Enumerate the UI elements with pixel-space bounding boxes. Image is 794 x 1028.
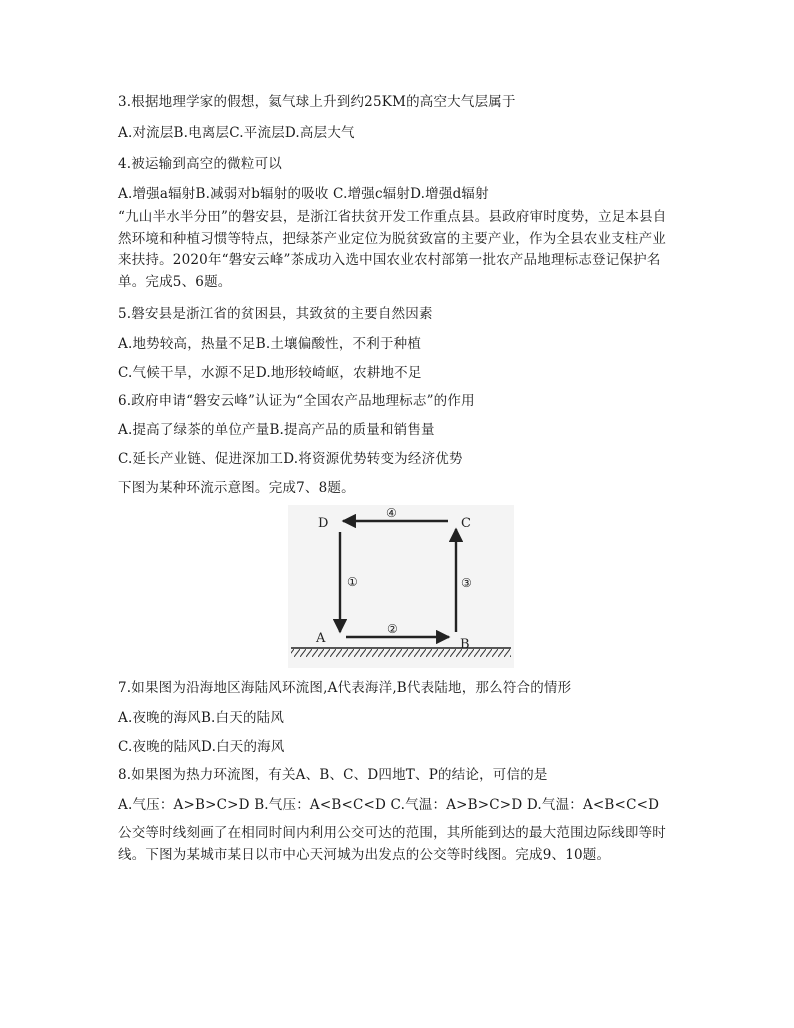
question-6-options-ab: A.提高了绿茶的单位产量B.提高产品的质量和销售量: [118, 422, 435, 438]
question-4-stem: 4.被运输到高空的微粒可以: [118, 156, 282, 172]
question-6-stem: 6.政府申请“磐安云峰”认证为“全国农产品地理标志”的作用: [118, 393, 475, 409]
question-5-options-cd: C.气候干旱，水源不足D.地形较崎岖，农耕地不足: [118, 365, 422, 381]
arrow-label-1: ①: [347, 575, 358, 589]
arrow-label-4: ④: [386, 506, 397, 520]
passage-5-6: “九山半水半分田”的磐安县，是浙江省扶贫开发工作重点县。县政府审时度势，立足本县自然环境和种植习惯等特点，把绿茶产业定位为脱贫致富的主要产业，作为全县农业支柱产业来扶持。2020年“磐安云峰”茶成功入选中国农业农村部第一批农产品地理标志登记保护名单。完成5、6题。: [118, 209, 667, 290]
question-3-options: A.对流层B.电离层C.平流层D.高层大气: [118, 125, 355, 141]
corner-label-c: C: [461, 516, 471, 531]
passage-9-10: 公交等时线刻画了在相同时间内利用公交可达的范围，其所能到达的最大范围边际线即等时线。下图为某城市某日以市中心天河城为出发点的公交等时线图。完成9、10题。: [118, 825, 666, 863]
question-6-options-cd: C.延长产业链、促进深加工D.将资源优势转变为经济优势: [118, 451, 463, 467]
circulation-diagram: [288, 505, 514, 668]
question-7-options-cd: C.夜晚的陆风D.白天的海风: [118, 739, 285, 755]
question-5-options-ab: A.地势较高，热量不足B.土壤偏酸性，不利于种植: [118, 336, 422, 352]
ground-hatching: [291, 649, 511, 657]
figure-intro: 下图为某种环流示意图。完成7、8题。: [118, 480, 355, 496]
question-7-stem: 7.如果图为沿海地区海陆风环流图,A代表海洋,B代表陆地，那么符合的情形: [118, 680, 572, 696]
question-4-options: A.增强a辐射B.减弱对b辐射的吸收 C.增强c辐射D.增强d辐射: [118, 186, 489, 202]
arrow-label-3: ③: [461, 576, 472, 590]
corner-label-a: A: [316, 631, 326, 646]
corner-label-d: D: [318, 516, 329, 531]
question-5-stem: 5.磐安县是浙江省的贫困县，其致贫的主要自然因素: [118, 306, 433, 322]
question-7-options-ab: A.夜晚的海风B.白天的陆风: [118, 710, 285, 726]
arrow-label-2: ②: [387, 622, 398, 636]
question-3-stem: 3.根据地理学家的假想，氦气球上升到约25KM的高空大气层属于: [118, 94, 516, 110]
question-8-options: A.气压：A>B>C>D B.气压：A<B<C<D C.气温：A>B>C>D D.气温：A<B<C<D: [118, 797, 660, 813]
question-8-stem: 8.如果图为热力环流图，有关A、B、C、D四地T、P的结论，可信的是: [118, 767, 548, 783]
corner-label-b: B: [460, 637, 470, 652]
